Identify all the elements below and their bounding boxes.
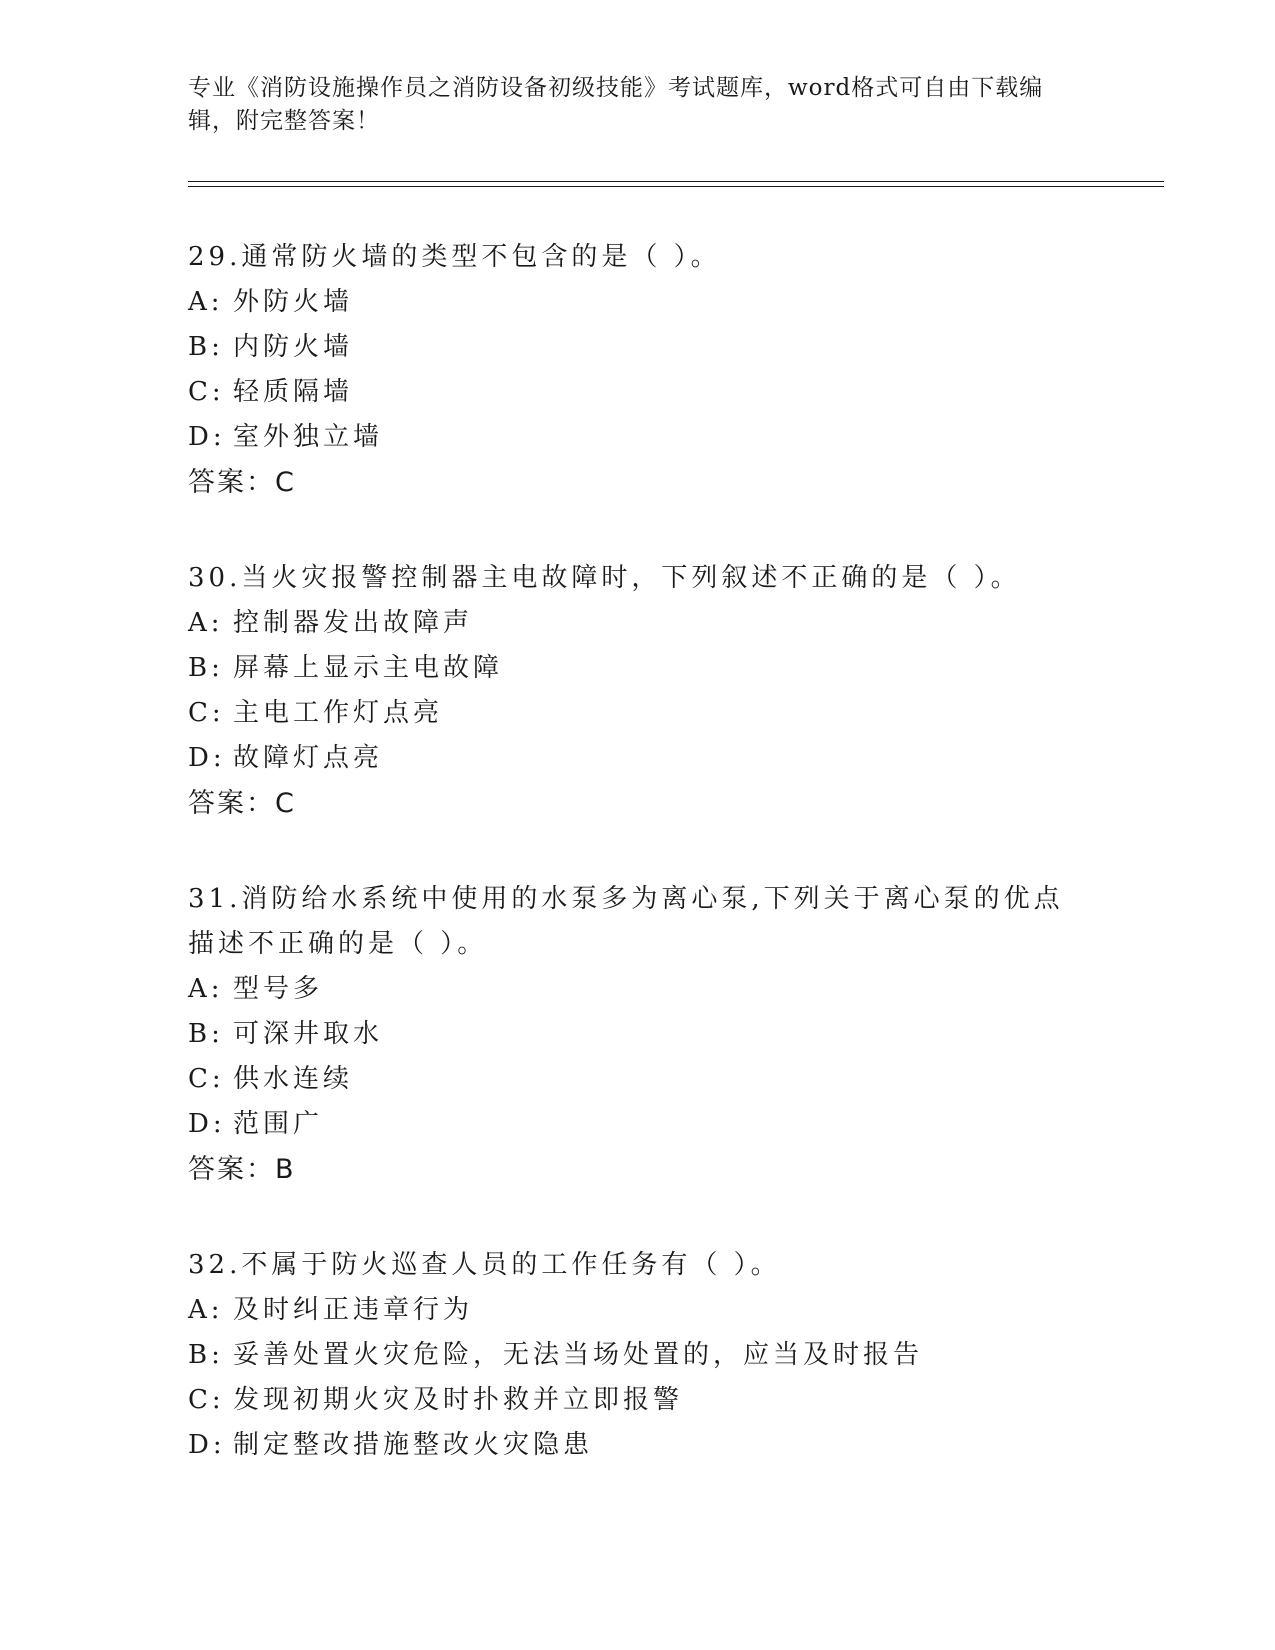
- option-text: 及时纠正违章行为: [233, 1295, 474, 1325]
- option-text: 屏幕上显示主电故障: [233, 653, 504, 683]
- question-31: [188, 877, 1088, 1192]
- option-letter: C:: [188, 1064, 225, 1094]
- question-29: [188, 235, 1088, 505]
- option-d: [188, 415, 1088, 460]
- option-letter: C:: [188, 377, 225, 407]
- option-letter: D:: [188, 743, 226, 773]
- option-letter: D:: [188, 422, 226, 452]
- option-text: 制定整改措施整改火灾隐患: [233, 1430, 594, 1460]
- header-divider-bottom: [188, 186, 1164, 187]
- header-divider-top: [188, 181, 1164, 182]
- option-text: 主电工作灯点亮: [233, 698, 444, 728]
- option-b: [188, 1012, 1088, 1057]
- option-letter: C:: [188, 698, 225, 728]
- option-b: [188, 1333, 1088, 1378]
- option-letter: D:: [188, 1109, 226, 1139]
- option-text: 控制器发出故障声: [233, 608, 474, 638]
- option-text: 故障灯点亮: [233, 743, 384, 773]
- option-text: 室外独立墙: [233, 422, 384, 452]
- question-stem: 32.不属于防火巡查人员的工作任务有（ ）。: [188, 1250, 781, 1280]
- option-c: [188, 691, 1088, 736]
- option-letter: B:: [188, 332, 224, 362]
- option-a: [188, 280, 1088, 325]
- option-letter: B:: [188, 1019, 224, 1049]
- answer-line: 答案：B: [188, 1154, 296, 1185]
- option-text: 范围广: [233, 1109, 324, 1139]
- option-text: 可深井取水: [233, 1019, 384, 1049]
- option-letter: A:: [188, 1295, 224, 1325]
- question-stem: 31.消防给水系统中使用的水泵多为离心泵,下列关于离心泵的优点描述不正确的是（ ）。: [188, 884, 1064, 959]
- answer-line: 答案：C: [188, 467, 296, 498]
- option-letter: A:: [188, 974, 224, 1004]
- option-c: [188, 370, 1088, 415]
- question-stem: 30.当火灾报警控制器主电故障时，下列叙述不正确的是（ ）。: [188, 563, 1021, 593]
- option-letter: D:: [188, 1430, 226, 1460]
- option-c: [188, 1378, 1088, 1423]
- option-text: 轻质隔墙: [233, 377, 354, 407]
- option-a: [188, 1288, 1088, 1333]
- option-a: [188, 967, 1088, 1012]
- option-text: 供水连续: [233, 1064, 354, 1094]
- option-c: [188, 1057, 1088, 1102]
- question-stem: 29.通常防火墙的类型不包含的是（ ）。: [188, 242, 721, 272]
- answer-line: 答案：C: [188, 788, 296, 819]
- option-text: 外防火墙: [233, 287, 354, 317]
- option-text: 型号多: [233, 974, 324, 1004]
- question-32: [188, 1243, 1088, 1468]
- option-b: [188, 325, 1088, 370]
- option-letter: A:: [188, 608, 224, 638]
- option-letter: B:: [188, 1340, 224, 1370]
- option-text: 发现初期火灾及时扑救并立即报警: [233, 1385, 684, 1415]
- option-b: [188, 646, 1088, 691]
- option-text: 妥善处置火灾危险，无法当场处置的，应当及时报告: [233, 1340, 924, 1370]
- option-d: [188, 1423, 1088, 1468]
- option-d: [188, 736, 1088, 781]
- option-text: 内防火墙: [233, 332, 354, 362]
- option-letter: C:: [188, 1385, 225, 1415]
- option-a: [188, 601, 1088, 646]
- option-letter: A:: [188, 287, 224, 317]
- option-letter: B:: [188, 653, 224, 683]
- question-30: [188, 556, 1088, 826]
- document-header: 专业《消防设施操作员之消防设备初级技能》考试题库，word格式可自由下载编辑，附完整答案！: [188, 75, 1044, 134]
- option-d: [188, 1102, 1088, 1147]
